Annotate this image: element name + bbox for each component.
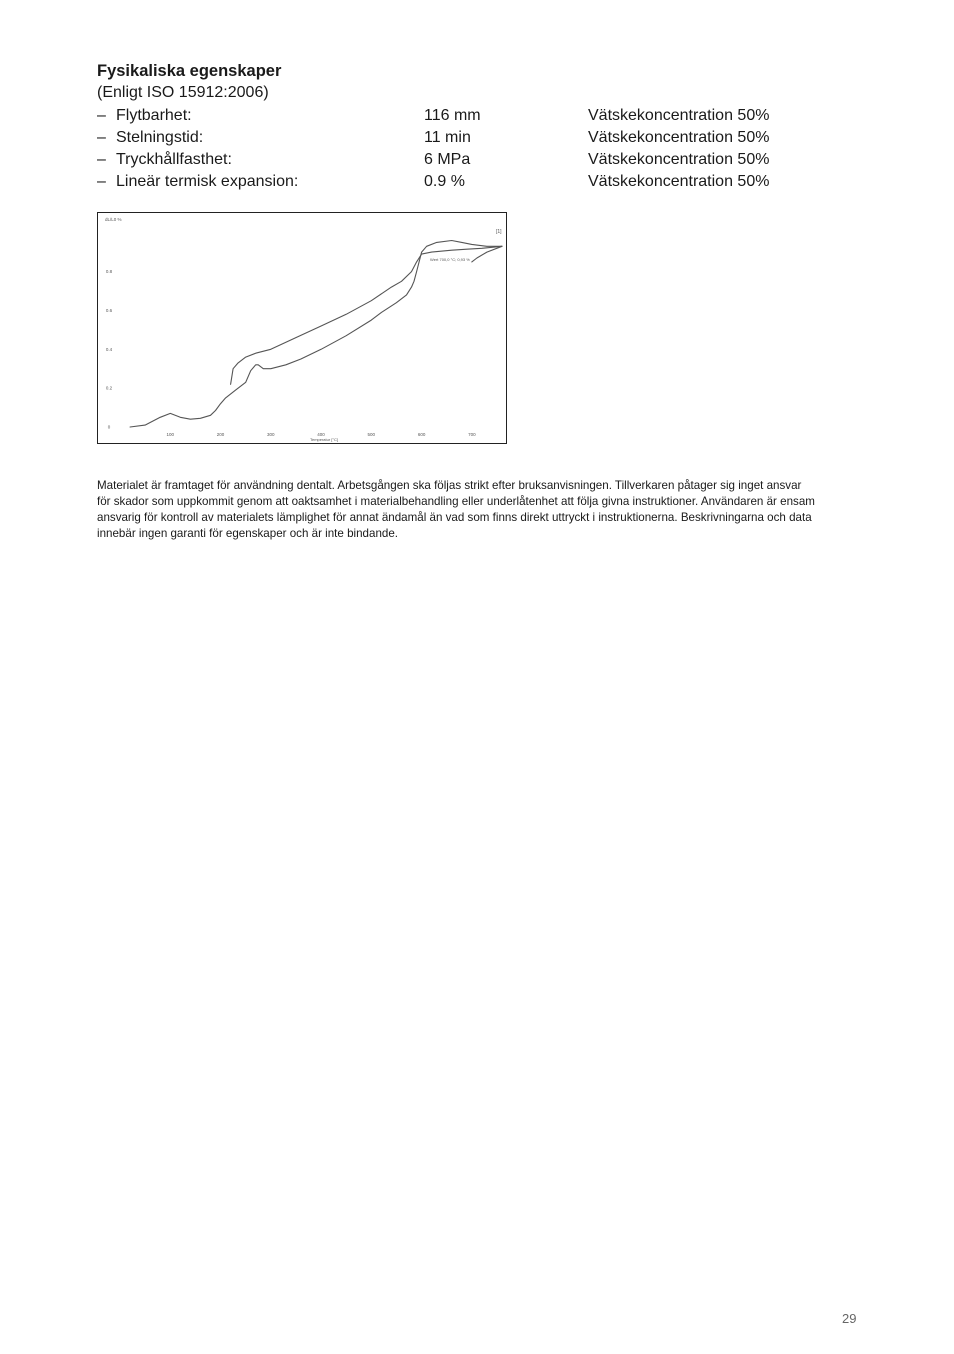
thermal-expansion-chart: [97, 212, 507, 444]
list-dash: –: [97, 129, 106, 146]
property-name: Lineär termisk expansion:: [116, 173, 299, 190]
property-value: 116 mm: [424, 107, 481, 124]
disclaimer-line: Materialet är framtaget för användning dentalt. Arbetsgången ska följas strikt efter bruksanvisningen. Tillverkaren påtager sig inget ansvar: [97, 479, 802, 492]
property-name: Stelningstid:: [116, 129, 204, 146]
x-tick-label: 700: [468, 432, 476, 437]
series-line: [231, 246, 502, 384]
standard-reference: (Enligt ISO 15912:2006): [97, 84, 269, 101]
property-note: Vätskekoncentration 50%: [588, 129, 770, 146]
disclaimer-line: ansvarig för kontroll av materialets lämplighet för annat ändamål än vad som finns direkt uttryckt i instruktionerna. Beskrivningarna och data: [97, 511, 812, 524]
y-tick-label: 0.2: [105, 385, 113, 391]
property-name: Flytbarhet:: [116, 107, 192, 124]
property-row: [97, 105, 837, 127]
y-axis-label: dL/L0 %: [105, 217, 122, 222]
list-dash: –: [97, 151, 106, 168]
y-tick-label: 0.4: [105, 346, 113, 352]
disclaimer-text: [97, 478, 857, 542]
x-tick-labels: [167, 432, 477, 437]
property-value: 0.9 %: [424, 173, 465, 190]
property-value: 6 MPa: [424, 151, 471, 168]
property-note: Vätskekoncentration 50%: [588, 107, 770, 124]
property-name: Tryckhållfasthet:: [116, 151, 232, 168]
chart-annotation: Wert 700,0 °C; 0,93 %: [430, 257, 470, 262]
properties-list: [97, 105, 837, 193]
x-tick-label: 300: [267, 432, 275, 437]
x-tick-label: 200: [216, 432, 225, 437]
legend-marker: [1]: [496, 229, 502, 235]
x-tick-label: 600: [417, 432, 426, 437]
y-tick-label: 0.8: [105, 269, 113, 275]
chart-canvas: [98, 213, 506, 443]
y-tick-labels: [106, 269, 113, 429]
property-note: Vätskekoncentration 50%: [588, 173, 770, 190]
x-tick-label: 500: [367, 432, 376, 437]
list-dash: –: [97, 173, 106, 190]
property-row: [97, 149, 837, 171]
x-tick-label: 400: [317, 432, 325, 437]
section-heading: Fysikaliska egenskaper: [97, 62, 282, 80]
page-number: 29: [842, 1311, 857, 1326]
list-dash: –: [97, 107, 106, 124]
property-row: [97, 171, 837, 193]
series-lines: [130, 241, 502, 428]
property-row: [97, 127, 837, 149]
y-tick-label: 0.6: [105, 307, 113, 313]
x-tick-label: 100: [166, 432, 175, 437]
property-value: 11 min: [424, 129, 471, 146]
x-axis-label: Temperatur [°C]: [309, 437, 339, 442]
disclaimer-line: för skador som uppkommit genom att oaktsamhet i materialbehandling eller underlåtenhet att följa givna instruktioner. Användaren är ensam: [97, 495, 815, 508]
property-note: Vätskekoncentration 50%: [588, 151, 770, 168]
disclaimer-line: innebär ingen garanti för egenskaper och är inte bindande.: [97, 527, 399, 540]
series-line: [130, 241, 502, 428]
y-tick-label: 0: [107, 424, 111, 430]
